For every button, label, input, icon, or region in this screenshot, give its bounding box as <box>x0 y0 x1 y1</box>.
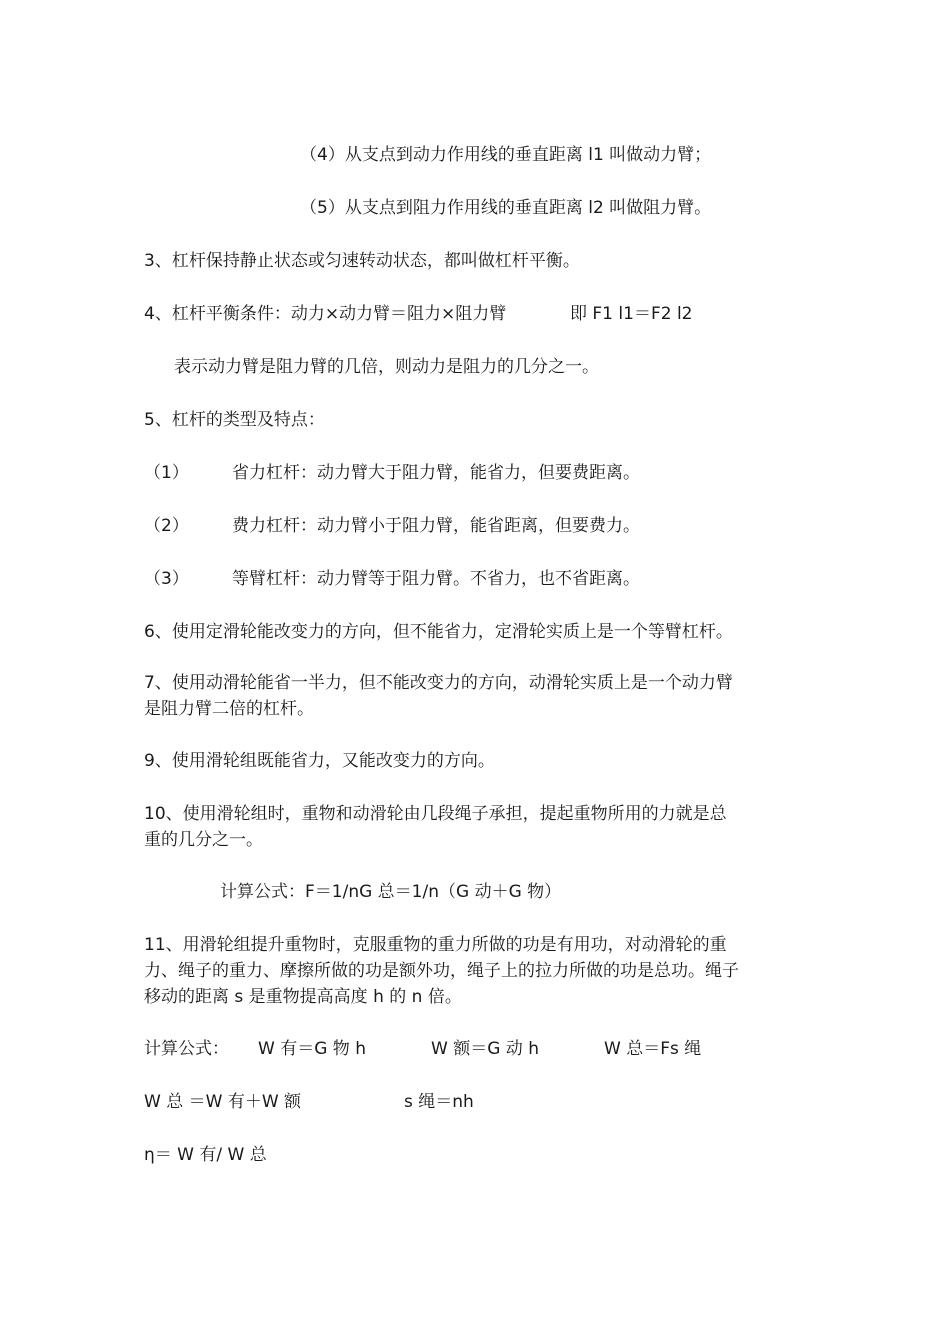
lever-type-1 <box>144 460 784 486</box>
paragraph-4-note: 表示动力臂是阻力臂的几倍，则动力是阻力的几分之一。 <box>174 357 599 377</box>
paragraph-10 <box>144 801 809 853</box>
paragraph-3: 3、杠杆保持静止状态或匀速转动状态，都叫做杠杆平衡。 <box>144 251 580 271</box>
paragraph-4 <box>144 301 784 327</box>
paragraph-7-line-2: 是阻力臂二倍的杠杆。 <box>144 699 314 719</box>
paragraph-11 <box>144 932 809 1010</box>
formula-extra-work: W 额＝G 动 h <box>431 1039 539 1059</box>
paragraph-4-formula: 即 F1 l1＝F2 l2 <box>570 304 693 324</box>
paragraph-11-line-3: 移动的距离 s 是重物提高高度 h 的 n 倍。 <box>144 987 462 1007</box>
paragraph-11-line-1: 11、用滑轮组提升重物时，克服重物的重力所做的功是有用功，对动滑轮的重 <box>144 935 727 955</box>
lever-type-3-number: （3） <box>144 569 189 589</box>
paragraph-5: 5、杠杆的类型及特点： <box>144 410 325 430</box>
paragraph-11-line-2: 力、绳子的重力、摩擦所做的功是额外功，绳子上的拉力所做的功是总功。绳子 <box>144 961 739 981</box>
lever-type-2 <box>144 513 784 539</box>
formula-work-line <box>144 1036 784 1062</box>
text-line-lever-arm-5: （5）从支点到阻力作用线的垂直距离 l2 叫做阻力臂。 <box>300 198 712 218</box>
paragraph-7 <box>144 670 809 722</box>
text-line-lever-arm-4: （4）从支点到动力作用线的垂直距离 l1 叫做动力臂； <box>300 145 712 165</box>
lever-type-2-number: （2） <box>144 516 189 536</box>
formula-rope-distance: s 绳＝nh <box>404 1092 474 1112</box>
formula-work-label: 计算公式： <box>144 1039 229 1059</box>
formula-useful-work: W 有＝G 物 h <box>258 1039 366 1059</box>
paragraph-6: 6、使用定滑轮能改变力的方向，但不能省力，定滑轮实质上是一个等臂杠杆。 <box>144 622 733 642</box>
lever-type-1-number: （1） <box>144 463 189 483</box>
formula-efficiency: η＝ W 有/ W 总 <box>144 1145 267 1165</box>
lever-type-3-text: 等臂杠杆：动力臂等于阻力臂。不省力，也不省距离。 <box>232 569 640 589</box>
paragraph-10-line-2: 重的几分之一。 <box>144 830 263 850</box>
formula-pulley-force: 计算公式：F＝1/nG 总＝1/n（G 动＋G 物） <box>220 882 562 902</box>
formula-total-sum-line <box>144 1089 784 1115</box>
lever-type-1-text: 省力杠杆：动力臂大于阻力臂，能省力，但要费距离。 <box>232 463 640 483</box>
lever-type-3 <box>144 566 784 592</box>
paragraph-7-line-1: 7、使用动滑轮能省一半力，但不能改变力的方向，动滑轮实质上是一个动力臂 <box>144 673 733 693</box>
lever-type-2-text: 费力杠杆：动力臂小于阻力臂，能省距离，但要费力。 <box>232 516 640 536</box>
formula-total-sum: W 总 ＝W 有＋W 额 <box>144 1092 302 1112</box>
formula-total-work: W 总＝Fs 绳 <box>604 1039 702 1059</box>
paragraph-4-condition: 4、杠杆平衡条件：动力×动力臂＝阻力×阻力臂 <box>144 304 507 324</box>
paragraph-10-line-1: 10、使用滑轮组时，重物和动滑轮由几段绳子承担，提起重物所用的力就是总 <box>144 804 727 824</box>
paragraph-9: 9、使用滑轮组既能省力，又能改变力的方向。 <box>144 751 495 771</box>
